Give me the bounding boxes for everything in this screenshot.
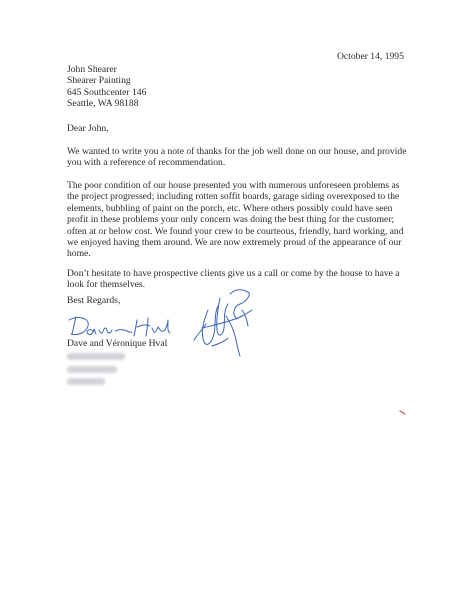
recipient-company: Shearer Painting	[67, 75, 131, 87]
recipient-street: 645 Southcenter 146	[67, 86, 147, 98]
redacted-address	[67, 351, 127, 389]
paragraph-line: profit in these problems your only concern was doing the best thing for the customer;	[67, 214, 395, 226]
ink-mark	[399, 410, 407, 416]
paragraph-line: The poor condition of our house presented you with numerous unforeseen problems as	[67, 180, 400, 191]
paragraph-line: home.	[67, 248, 91, 260]
paragraph-line: elements, bubbling of paint on the porch, etc. Where others possibly could have seen	[67, 202, 393, 214]
recipient-city: Seattle, WA 98188	[67, 97, 139, 109]
paragraph-line: you with a reference of recommendation.	[67, 157, 226, 169]
signatory-name: Dave and Véronique Hval	[67, 338, 168, 349]
paragraph-thanks	[67, 146, 407, 169]
paragraph-line: We wanted to write you a note of thanks for the job well done on our house, and provide	[67, 146, 407, 157]
letter-date: October 14, 1995	[337, 51, 404, 62]
closing: Best Regards,	[67, 295, 121, 306]
paragraph-line: often at or below cost. We found your crew to be courteous, friendly, hard working, and	[67, 225, 404, 237]
paragraph-line: we enjoyed having them around. We are now extremely proud of the appearance of our	[67, 236, 402, 248]
recipient-name: John Shearer	[67, 64, 117, 75]
recipient-address	[67, 64, 146, 109]
salutation: Dear John,	[67, 123, 109, 134]
paragraph-line: look for themselves.	[67, 279, 146, 291]
paragraph-line: Don’t hesitate to have prospective clients give us a call or come by the house to have a	[67, 268, 400, 279]
signature-veronique	[190, 284, 260, 359]
paragraph-line: the project progressed; including rotten soffit boards, garage siding overexposed to the	[67, 191, 400, 203]
paragraph-details	[67, 180, 407, 260]
